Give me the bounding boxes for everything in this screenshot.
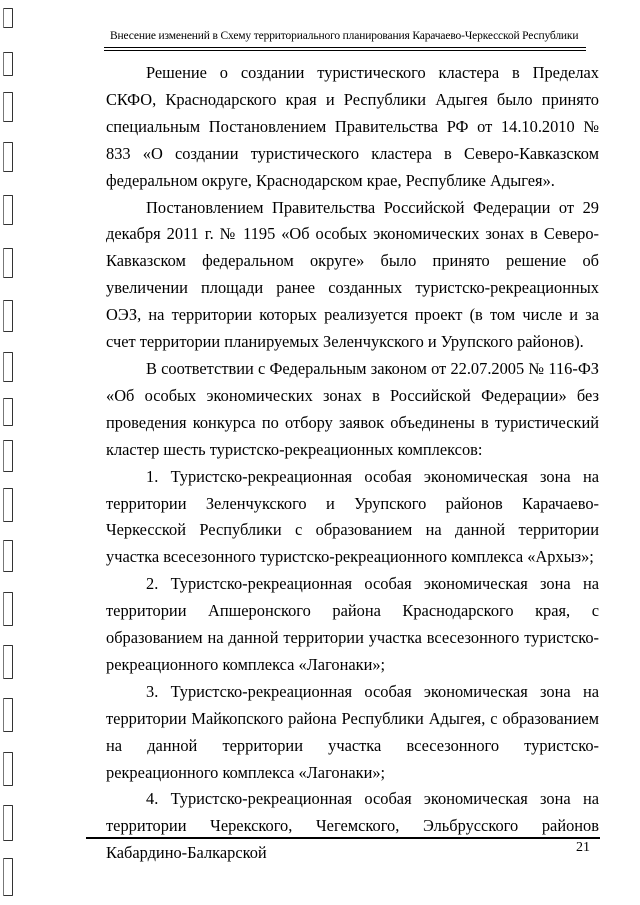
binding-hole [3,248,13,278]
running-header: Внесение изменений в Схему территориального планирования Карачаево-Черкесской Республики [110,30,579,42]
header-rule [104,50,586,51]
binding-hole [3,645,13,679]
footer-rule [86,837,600,839]
page-number: 21 [576,840,590,855]
paragraph: В соответствии с Федеральным законом от 22.07.2005 № 116-ФЗ «Об особых экономических зонах в Российской Федерации» без проведения конкурса по отбору заявок объединены в туристический кластер шесть туристско-рекреационных комплексов: [106,358,599,459]
list-item: 2. Туристско-рекреационная особая экономическая зона на территории Апшеронского района Краснодарского края, с образованием на данной территории участка всесезонного туристско-рекреационного комплекса «Лагонаки»; [106,574,599,674]
binding-hole [3,52,13,76]
binding-hole [3,300,13,332]
list-item: 4. Туристско-рекреационная особая экономическая зона на территории Черекского, Чегемского, Эльбрусского районов Кабардино-Балкарской [106,789,599,863]
binding-hole [3,805,13,841]
list-item: 1. Туристско-рекреационная особая экономическая зона на территории Зеленчукского и Урупского районов Карачаево-Черкесской Республики с образованием на данной территории участка всесезонного туристско-рекреационного комплекса «Архыз»; [106,466,599,567]
list-item: 3. Туристско-рекреационная особая экономическая зона на территории Майкопского района Республики Адыгея, с образованием на данной территории участка всесезонного туристско-рекреационного комплекса «Лагонаки»; [106,681,599,782]
binding-hole [3,698,13,732]
binding-edge [0,0,22,905]
binding-hole [3,540,13,572]
binding-hole [3,8,13,28]
binding-hole [3,440,13,472]
binding-hole [3,195,13,225]
binding-hole [3,92,13,122]
paragraph: Постановлением Правительства Российской Федерации от 29 декабря 2011 г. № 1195 «Об особых экономических зонах в Северо-Кавказском федеральном округе» было принято решение об увеличении площади ранее созданных туристско-рекреационных ОЭЗ, на территории которых реализуется проект (в том числе и за счет территории планируемых Зеленчукского и Урупского районов). [106,197,599,352]
binding-hole [3,398,13,426]
binding-hole [3,858,13,896]
binding-hole [3,488,13,522]
binding-hole [3,352,13,382]
header-rule [104,47,586,48]
document-body [106,60,599,867]
paragraph: Решение о создании туристического кластера в Пределах СКФО, Краснодарского края и Республики Адыгея было принято специальным Постановлением Правительства РФ от 14.10.2010 № 833 «О создании туристического кластера в Северо-Кавказском федеральном округе, Краснодарском крае, Республике Адыгея». [106,63,599,190]
binding-hole [3,142,13,172]
binding-hole [3,752,13,786]
binding-hole [3,592,13,626]
